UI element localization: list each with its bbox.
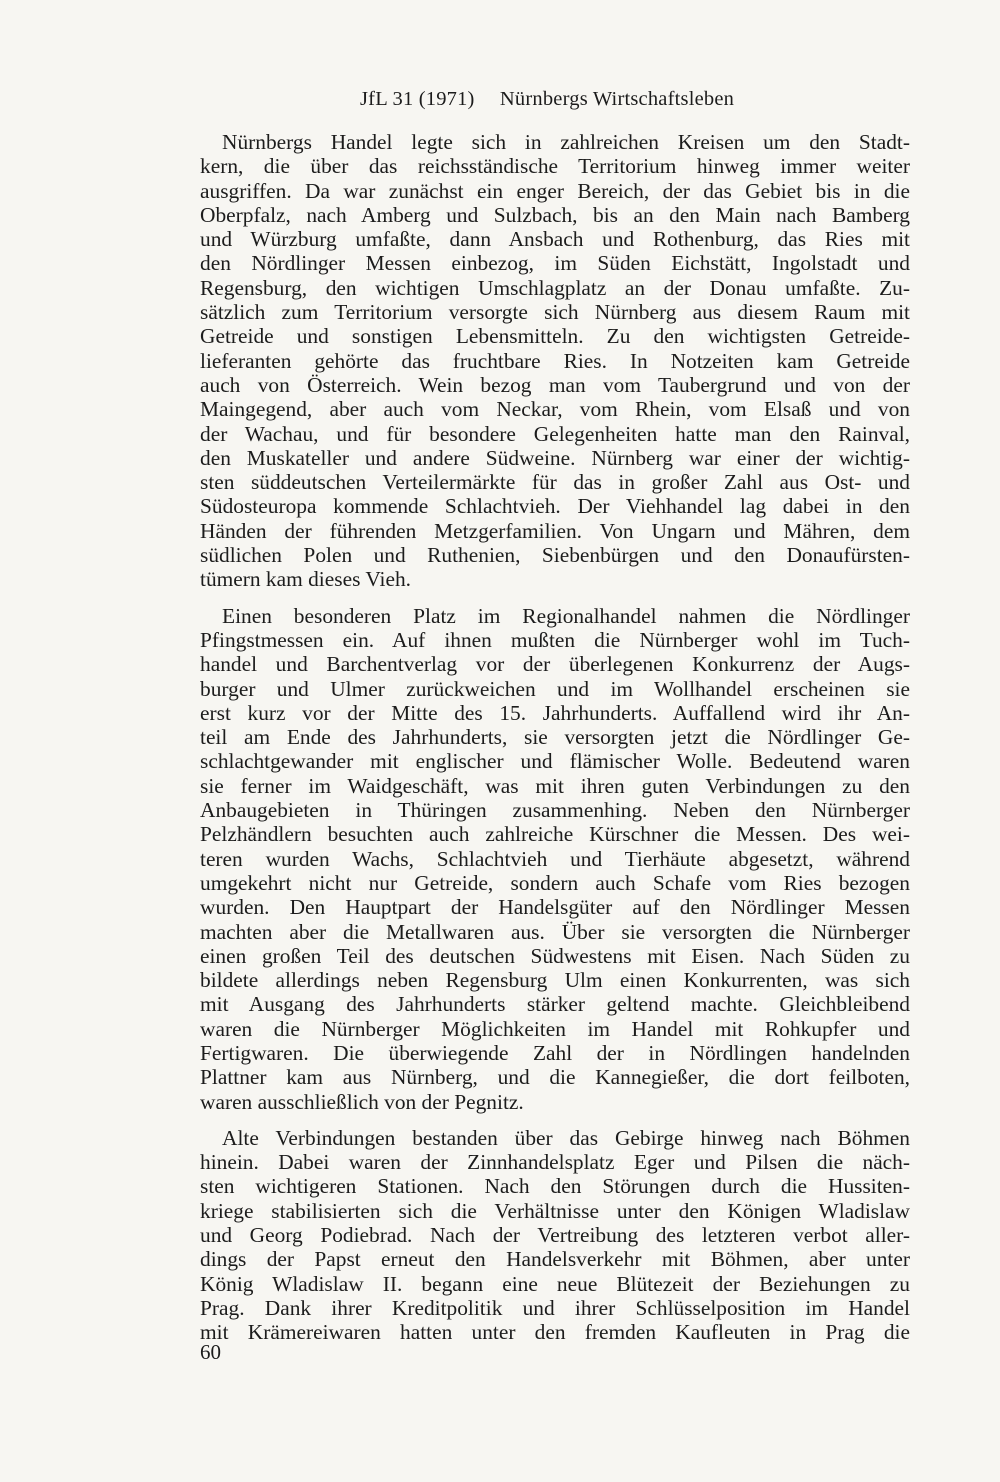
text-line: hinein. Dabei waren der Zinnhandelsplatz Eger und Pilsen die näch-: [200, 1150, 910, 1175]
text-line: sie ferner im Waidgeschäft, was mit ihren guten Verbindungen zu den: [200, 773, 910, 798]
text-line: Plattner kam aus Nürnberg, und die Kannegießer, die dort feilboten,: [200, 1065, 910, 1090]
text-line: sten wichtigeren Stationen. Nach den Störungen durch die Hussiten-: [200, 1174, 910, 1199]
running-header: [360, 88, 780, 111]
text-line: wurden. Den Hauptpart der Handelsgüter auf den Nördlinger Messen: [200, 895, 910, 920]
text-line: handel und Barchentverlag vor der überlegenen Konkurrenz der Augs-: [200, 652, 910, 677]
running-title: Nürnbergs Wirtschaftsleben: [499, 88, 735, 110]
text-line: den Nördlinger Messen einbezog, im Süden Eichstätt, Ingolstadt und: [200, 251, 910, 276]
page-number: 60: [200, 1340, 221, 1364]
text-line: Händen der führenden Metzgerfamilien. Von Ungarn und Mähren, dem: [200, 518, 910, 543]
text-line: sätzlich zum Territorium versorgte sich Nürnberg aus diesem Raum mit: [200, 300, 910, 325]
text-line: teren wurden Wachs, Schlachtvieh und Tierhäute abgesetzt, während: [200, 846, 910, 871]
text-line: mit Krämereiwaren hatten unter den fremden Kaufleuten in Prag die: [200, 1320, 910, 1345]
journal-reference: JfL 31 (1971): [360, 88, 475, 110]
text-line: Alte Verbindungen bestanden über das Gebirge hinweg nach Böhmen: [222, 1125, 910, 1150]
text-line: ausgriffen. Da war zunächst ein enger Bereich, der das Gebiet bis in die: [200, 178, 910, 203]
text-line: Nürnbergs Handel legte sich in zahlreichen Kreisen um den Stadt-: [222, 130, 910, 154]
text-line: einen großen Teil des deutschen Südwestens mit Eisen. Nach Süden zu: [200, 943, 910, 968]
paragraph: [200, 604, 910, 1114]
paragraph: [200, 1126, 910, 1345]
text-line: Pelzhändlern besuchten auch zahlreiche Kürschner die Messen. Des wei-: [200, 822, 910, 847]
text-line: südlichen Polen und Ruthenien, Siebenbürgen und den Donaufürsten-: [200, 543, 910, 568]
text-line: der Wachau, und für besondere Gelegenheiten hatte man den Rainval,: [200, 421, 910, 446]
text-line: Südosteuropa kommende Schlachtvieh. Der Viehhandel lag dabei in den: [200, 494, 910, 519]
text-line: bildete allerdings neben Regensburg Ulm einen Konkurrenten, was sich: [200, 968, 910, 993]
text-line: Getreide und sonstigen Lebensmitteln. Zu den wichtigsten Getreide-: [200, 324, 910, 349]
text-line: mit Ausgang des Jahrhunderts stärker geltend machte. Gleichbleibend: [200, 992, 910, 1017]
text-line: den Muskateller und andere Südweine. Nürnberg war einer der wichtig-: [200, 445, 910, 470]
text-line: tümern kam dieses Vieh.: [200, 567, 411, 592]
text-line: Prag. Dank ihrer Kreditpolitik und ihrer Schlüsselposition im Handel: [200, 1295, 910, 1320]
text-line: teil am Ende des Jahrhunderts, sie versorgten jetzt die Nördlinger Ge-: [200, 725, 910, 750]
text-line: schlachtgewander mit englischer und flämischer Wolle. Bedeutend waren: [200, 749, 910, 774]
text-line: Maingegend, aber auch vom Neckar, vom Rhein, vom Elsaß und von: [200, 397, 910, 422]
body-text: [200, 130, 910, 1357]
text-line: und Würzburg umfaßte, dann Ansbach und Rothenburg, das Ries mit: [200, 227, 910, 252]
text-line: Anbaugebieten in Thüringen zusammenhing. Neben den Nürnberger: [200, 798, 910, 823]
text-line: waren ausschließlich von der Pegnitz.: [200, 1089, 524, 1114]
text-line: Fertigwaren. Die überwiegende Zahl der in Nördlingen handelnden: [200, 1040, 910, 1065]
text-line: waren die Nürnberger Möglichkeiten im Handel mit Rohkupfer und: [200, 1016, 910, 1041]
text-line: kriege stabilisierten sich die Verhältnisse unter den Königen Wladislaw: [200, 1198, 910, 1223]
text-line: umgekehrt nicht nur Getreide, sondern auch Schafe vom Ries bezogen: [200, 870, 910, 895]
text-line: und Georg Podiebrad. Nach der Vertreibung des letzteren verbot aller-: [200, 1223, 910, 1248]
text-line: lieferanten gehörte das fruchtbare Ries. In Notzeiten kam Getreide: [200, 348, 910, 373]
text-line: König Wladislaw II. begann eine neue Blütezeit der Beziehungen zu: [200, 1271, 910, 1296]
text-line: Oberpfalz, nach Amberg und Sulzbach, bis an den Main nach Bamberg: [200, 202, 910, 227]
text-line: kern, die über das reichsständische Territorium hinweg immer weiter: [200, 154, 910, 179]
text-line: burger und Ulmer zurückweichen und im Wollhandel erscheinen sie: [200, 676, 910, 701]
text-line: auch von Österreich. Wein bezog man vom Taubergrund und von der: [200, 372, 910, 397]
text-line: erst kurz vor der Mitte des 15. Jahrhunderts. Auffallend wird ihr An-: [200, 700, 910, 725]
paragraph: [200, 130, 910, 592]
text-line: dings der Papst erneut den Handelsverkehr mit Böhmen, aber unter: [200, 1247, 910, 1272]
text-line: machten aber die Metallwaren aus. Über sie versorgten die Nürnberger: [200, 919, 910, 944]
text-line: Pfingstmessen ein. Auf ihnen mußten die Nürnberger wohl im Tuch-: [200, 627, 910, 652]
text-line: sten süddeutschen Verteilermärkte für das in großer Zahl aus Ost- und: [200, 470, 910, 495]
text-line: Einen besonderen Platz im Regionalhandel nahmen die Nördlinger: [222, 603, 910, 628]
text-line: Regensburg, den wichtigen Umschlagplatz an der Donau umfaßte. Zu-: [200, 275, 910, 300]
